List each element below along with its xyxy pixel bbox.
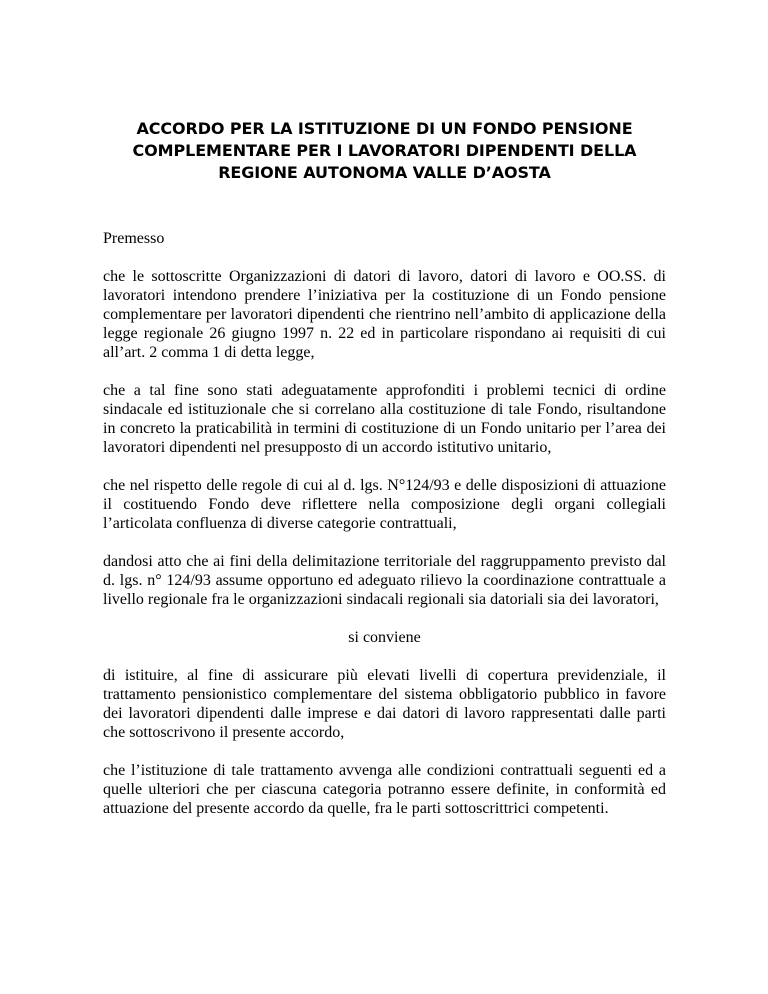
paragraph-2: che a tal fine sono stati adeguatamente approfonditi i problemi tecnici di ordine sindacale ed istituzionale che si correlano alla costituzione di tale Fondo, risultandone in concreto la praticabilità in termini di costituzione di un Fondo unitario per l’area dei lavoratori dipendenti nel presupposto di un accordo istitutivo unitario, — [103, 382, 666, 456]
paragraph-5: di istituire, al fine di assicurare più elevati livelli di copertura previdenziale, il trattamento pensionistico complementare del sistema obbligatorio pubblico in favore dei lavoratori dipendenti dalle imprese e dai datori di lavoro rappresentati dalle parti che sottoscrivono il presente accordo, — [103, 667, 666, 741]
paragraph-3: che nel rispetto delle regole di cui al d. lgs. N°124/93 e delle disposizioni di attuazione il costituendo Fondo deve riflettere nella composizione degli organi collegiali l’articolata confluenza di diverse categorie contrattuali, — [103, 477, 666, 532]
title-line-2: COMPLEMENTARE PER I LAVORATORI DIPENDENTI DELLA — [132, 141, 637, 160]
title-line-1: ACCORDO PER LA ISTITUZIONE DI UN FONDO PENSIONE — [136, 119, 633, 138]
document-page — [103, 118, 666, 818]
paragraph-6: che l’istituzione di tale trattamento avvenga alle condizioni contrattuali seguenti ed a quelle ulteriori che per ciascuna categoria potranno essere definite, in conformità ed attuazione del presente accordo da quelle, fra le parti sottoscrittrici competenti. — [103, 762, 666, 817]
premesso-heading: Premesso — [103, 230, 165, 247]
paragraph-4: dandosi atto che ai fini della delimitazione territoriale del raggruppamento previsto dal d. lgs. n° 124/93 assume opportuno ed adeguato rilievo la coordinazione contrattuale a livello regionale fra le organizzazioni sindacali regionali sia datoriali sia dei lavoratori, — [103, 553, 666, 608]
si-conviene-heading: si conviene — [348, 629, 421, 646]
paragraph-1: che le sottoscritte Organizzazioni di datori di lavoro, datori di lavoro e OO.SS. di lavoratori intendono prendere l’iniziativa per la costituzione di un Fondo pensione complementare per lavoratori dipendenti che rientrino nell’ambito di applicazione della legge regionale 26 giugno 1997 n. 22 ed in particolare rispondano ai requisiti di cui all’art. 2 comma 1 di detta legge, — [103, 268, 666, 361]
title-line-3: REGIONE AUTONOMA VALLE D’AOSTA — [218, 163, 551, 182]
document-title — [103, 118, 666, 184]
